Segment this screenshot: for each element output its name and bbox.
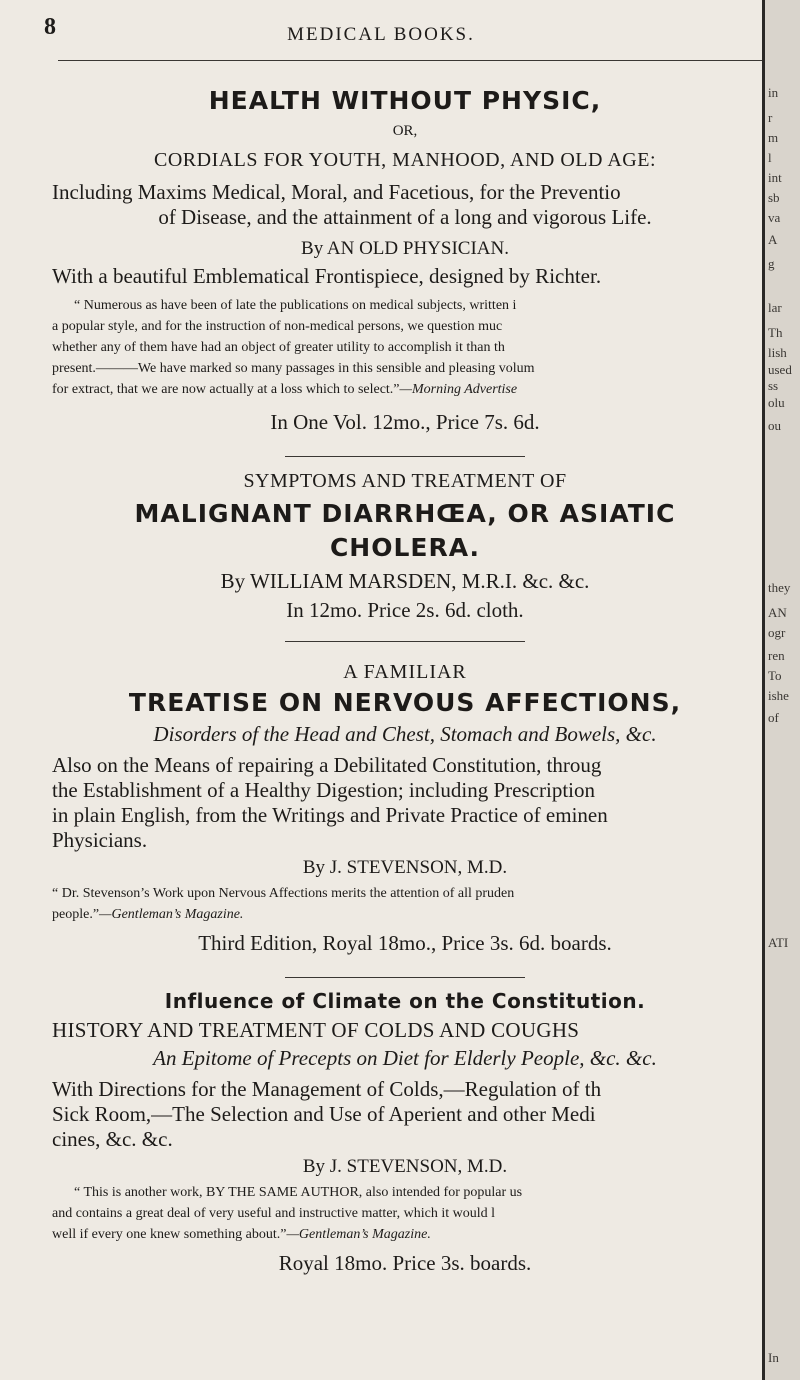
book4-subtitle: An Epitome of Precepts on Diet for Elderly People, &c. &c. <box>153 1046 657 1070</box>
book2-price: In 12mo. Price 2s. 6d. cloth. <box>286 598 524 622</box>
book3-desc-3: in plain English, from the Writings and Private Practice of eminen <box>52 803 608 827</box>
book1-subtitle: CORDIALS FOR YOUTH, MANHOOD, AND OLD AGE: <box>154 149 656 171</box>
advert-nervous-affections <box>52 658 758 959</box>
book4-author: By J. STEVENSON, M.D. <box>302 1156 508 1177</box>
facing-page-edge <box>762 0 800 1380</box>
facing-page-fragment: In <box>768 1350 779 1365</box>
advert-colds-and-coughs <box>52 986 758 1279</box>
section-divider <box>285 456 525 457</box>
book3-quote-source: —Gentleman’s Magazine. <box>99 907 244 922</box>
book4-price: Royal 18mo. Price 3s. boards. <box>278 1251 532 1275</box>
book1-desc-1: Including Maxims Medical, Moral, and Facetious, for the Preventio <box>52 180 621 204</box>
book3-title: TREATISE ON NERVOUS AFFECTIONS, <box>128 688 682 717</box>
book4-desc-3: cines, &c. &c. <box>52 1127 173 1151</box>
facing-page-fragment: To <box>768 668 782 683</box>
book1-desc-2: of Disease, and the attainment of a long and vigorous Life. <box>158 205 652 229</box>
running-head: MEDICAL BOOKS. <box>287 24 475 45</box>
book3-quote-line2 <box>52 904 758 925</box>
section-divider <box>285 641 525 642</box>
book1-quote-line4: present.———We have marked so many passages in this sensible and pleasing volum <box>52 361 535 376</box>
facing-page-fragment: ishe <box>768 688 789 703</box>
book1-quote-source: —Morning Advertise <box>399 382 518 397</box>
book4-quote-text: well if every one knew something about.” <box>52 1227 287 1242</box>
book4-desc-2: Sick Room,—The Selection and Use of Aperient and other Medi <box>52 1102 596 1126</box>
book1-review-quote <box>52 295 758 400</box>
book3-price: Third Edition, Royal 18mo., Price 3s. 6d. boards. <box>198 931 612 955</box>
book1-quote-line3: whether any of them have had an object of greater utility to accomplish it than th <box>52 340 505 355</box>
advert-malignant-diarrhoea <box>52 467 758 623</box>
page-number: 8 <box>44 14 56 40</box>
facing-page-fragment: of <box>768 710 779 725</box>
facing-page-fragment: sb <box>768 190 780 205</box>
facing-page-fragment: olu <box>768 395 785 410</box>
book1-price: In One Vol. 12mo., Price 7s. 6d. <box>270 410 540 434</box>
book2-author: By WILLIAM MARSDEN, M.R.I. &c. &c. <box>220 569 590 593</box>
book4-quote-line3 <box>52 1224 758 1245</box>
facing-page-fragment: lar <box>768 300 782 315</box>
facing-page-fragment: int <box>768 170 782 185</box>
book2-title-1: MALIGNANT DIARRHŒA, OR ASIATIC <box>134 499 676 528</box>
book3-quote-line1: “ Dr. Stevenson’s Work upon Nervous Affections merits the attention of all pruden <box>52 886 515 901</box>
book3-quote-text: people.” <box>52 907 100 922</box>
book3-heading: A FAMILIAR <box>343 661 467 683</box>
facing-page-fragment: r <box>768 110 773 125</box>
book4-review-quote <box>52 1182 758 1245</box>
book3-author: By J. STEVENSON, M.D. <box>302 857 508 878</box>
facing-page-fragment: lish <box>768 345 787 360</box>
book3-desc-4: Physicians. <box>52 828 148 852</box>
facing-page-fragment: in <box>768 85 779 100</box>
book3-desc-1: Also on the Means of repairing a Debilitated Constitution, throug <box>52 753 602 777</box>
page-edge-line <box>762 0 765 1380</box>
header-rule <box>58 60 762 61</box>
facing-page-fragment: A <box>768 232 778 247</box>
facing-page-fragment: ren <box>768 648 785 663</box>
facing-page-fragment: they <box>768 580 791 595</box>
facing-page-fragment: AN <box>768 605 787 620</box>
facing-page-fragment: used <box>768 362 792 377</box>
book4-quote-source: —Gentleman’s Magazine. <box>286 1227 431 1242</box>
book4-quote-line1: “ This is another work, BY THE SAME AUTHOR, also intended for popular us <box>74 1185 523 1200</box>
facing-page-fragment: ou <box>768 418 781 433</box>
facing-page-fragment: Th <box>768 325 783 340</box>
book4-desc-1: With Directions for the Management of Colds,—Regulation of th <box>52 1077 602 1101</box>
book3-desc-2: the Establishment of a Healthy Digestion; including Prescription <box>52 778 595 802</box>
page-content <box>52 84 758 1279</box>
facing-page-fragment: g <box>768 256 775 271</box>
book1-quote-line1: “ Numerous as have been of late the publications on medical subjects, written i <box>74 298 517 313</box>
book1-frontispiece: With a beautiful Emblematical Frontispiece, designed by Richter. <box>52 264 602 288</box>
book1-quote-text: for extract, that we are now actually at a loss which to select.” <box>52 382 400 397</box>
book1-author: By AN OLD PHYSICIAN. <box>301 238 509 259</box>
section-divider <box>285 977 525 978</box>
book3-review-quote <box>52 883 758 925</box>
facing-page-fragment: ss <box>768 378 779 393</box>
facing-page-fragment: ogr <box>768 625 786 640</box>
book1-or: OR, <box>392 123 418 139</box>
book4-heading: Influence of Climate on the Constitution. <box>164 989 646 1013</box>
facing-page-fragment: l <box>768 150 772 165</box>
book1-title: HEALTH WITHOUT PHYSIC, <box>208 86 602 115</box>
facing-page-fragment: m <box>768 130 779 145</box>
book4-title: HISTORY AND TREATMENT OF COLDS AND COUGHS <box>52 1018 580 1042</box>
book1-quote-line5 <box>52 379 758 400</box>
book2-heading: SYMPTOMS AND TREATMENT OF <box>243 470 567 492</box>
facing-page-fragment: ATI <box>768 935 789 950</box>
book1-quote-line2: a popular style, and for the instruction of non-medical persons, we question muc <box>52 319 503 334</box>
advert-health-without-physic <box>52 84 758 438</box>
book2-title-2: CHOLERA. <box>329 533 481 562</box>
book3-subtitle: Disorders of the Head and Chest, Stomach and Bowels, &c. <box>153 722 657 746</box>
facing-page-fragment: va <box>768 210 781 225</box>
book4-quote-line2: and contains a great deal of very useful and instructive matter, which it would l <box>52 1206 496 1221</box>
